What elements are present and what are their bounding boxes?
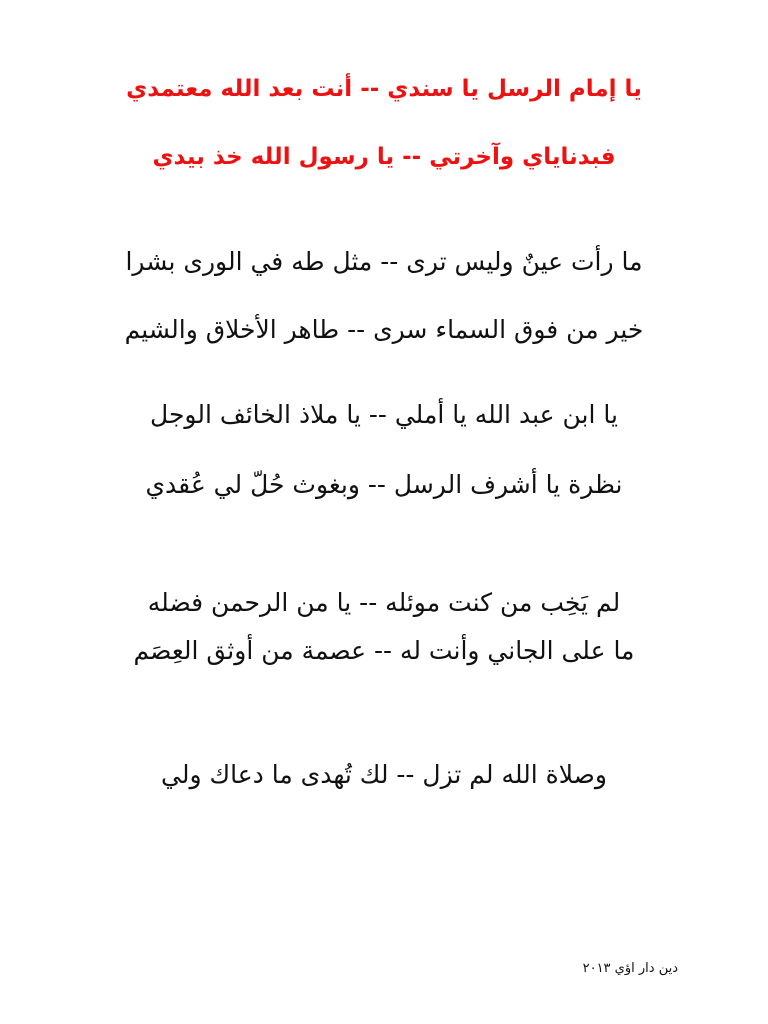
- verse-line-3: يا ابن عبد الله يا أملي -- يا ملاذ الخائف الوجل: [150, 400, 618, 429]
- verse-line-7: وصلاة الله لم تزل -- لك تُهدى ما دعاك ولي: [161, 760, 607, 789]
- verse-line-6: ما على الجاني وأنت له -- عصمة من أوثق العِصَم: [133, 636, 635, 665]
- heading-line-2: فبدناياي وآخرتي -- يا رسول الله خذ بيدي: [152, 144, 616, 170]
- verse-line-5: لم يَخِب من كنت موئله -- يا من الرحمن فضله: [147, 588, 621, 617]
- verse-line-1: ما رأت عينٌ وليس ترى -- مثل طه في الورى بشرا: [125, 247, 643, 276]
- verse-line-2: خير من فوق السماء سرى -- طاهر الأخلاق والشيم: [124, 315, 644, 344]
- footer-signature: دين دار اؤي ٢٠١٣: [582, 961, 678, 976]
- heading-line-1: يا إمام الرسل يا سندي -- أنت بعد الله معتمدي: [126, 76, 642, 102]
- verse-line-4: نظرة يا أشرف الرسل -- وبغوث حُلّ لي عُقدي: [145, 470, 623, 499]
